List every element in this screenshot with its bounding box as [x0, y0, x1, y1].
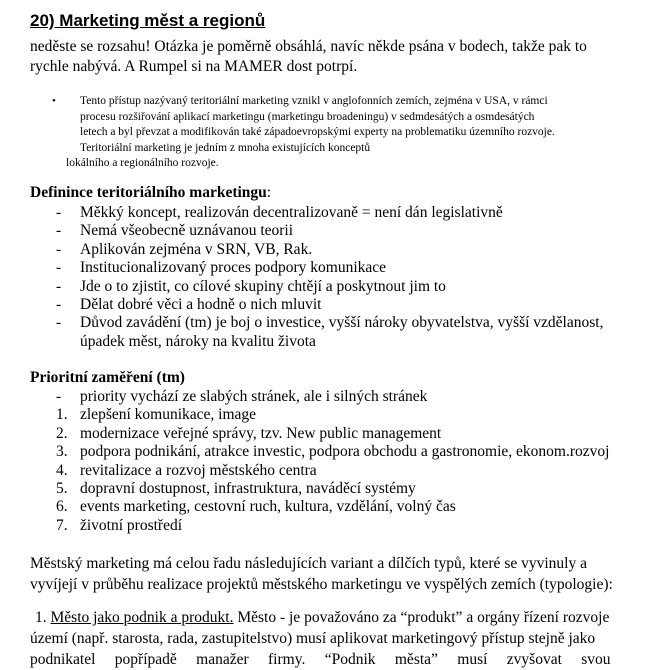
list-marker: 6. — [56, 498, 68, 516]
bullet-note — [52, 94, 642, 172]
list-item-text: životní prostředí — [80, 516, 183, 534]
list-item-text: dopravní dostupnost, infrastruktura, naváděcí systémy — [80, 479, 416, 497]
bullet-line: Teritoriální marketing je jedním z mnoha existujících konceptů — [80, 141, 371, 154]
list-marker: 1. — [56, 406, 68, 424]
intro-paragraph — [30, 37, 640, 77]
list-marker: 7. — [56, 516, 68, 534]
list-item-text: revitalizace a rozvoj městského centra — [80, 461, 317, 479]
list-item-text: podpora podnikání, atrakce investic, podpora obchodu a gastronomie, ekonom.rozvoj — [80, 443, 610, 461]
section-heading: 20) Marketing měst a regionů — [30, 11, 266, 30]
numbered-paragraph — [30, 607, 640, 670]
list-marker: 5. — [56, 479, 68, 497]
paragraph-line: území (např. starosta, rada, zastupitelstvo) musí aplikovat marketingový přístup stejně jako — [30, 630, 596, 647]
list-item-text: Jde o to zjistit, co cílové skupiny chtějí a poskytnout jim to — [80, 277, 446, 295]
list-item-text: events marketing, cestovní ruch, kultura, vzdělání, volný čas — [80, 498, 456, 516]
paragraph-line — [30, 607, 640, 628]
list-marker: - — [56, 314, 62, 332]
bullet-line: Tento přístup nazývaný teritoriální marketing vznikl v anglofonních zemích, zejména v USA, v rámci — [80, 95, 548, 107]
list-marker: 2. — [56, 424, 68, 442]
list-marker: - — [56, 222, 62, 240]
list-item-text: úpadek měst, nároky na kvalitu života — [80, 332, 316, 350]
paragraph-line: vyvíjejí v průběhu realizace projektů městského marketingu ve vyspělých zemích (typologie): — [30, 576, 613, 593]
intro-line: neděste se rozsahu! Otázka je poměrně obsáhlá, navíc někde psána v bodech, takže pak to — [30, 38, 587, 55]
list-item-text: Dělat dobré věci a hodně o nich mluvit — [80, 295, 322, 313]
bullet-line: letech a byl převzat a modifikován také západoevropskými experty na problematiku územního rozvoje. — [80, 126, 555, 138]
bullet-line: procesu rozšiřování aplikací marketingu (marketingu broadeningu) v sedmdesátých a osmdesátých — [80, 110, 535, 123]
bullet-icon: • — [52, 95, 56, 107]
list-item-text: Měkký koncept, realizován decentralizovaně = není dán legislativně — [80, 204, 503, 221]
list-item-text: Institucionalizovaný proces podpory komunikace — [80, 259, 387, 277]
paragraph-line: Městský marketing má celou řadu následujících variant a dílčích typů, které se vyvinuly a — [30, 555, 587, 572]
list-marker: - — [56, 295, 62, 313]
definition-title-suffix: : — [266, 184, 272, 201]
list-item-text: modernizace veřejné správy, tzv. New public management — [80, 424, 442, 442]
list-marker: - — [56, 259, 62, 277]
definition-title-text: Definince teritoriálního marketingu — [30, 184, 267, 201]
list-item-text: zlepšení komunikace, image — [80, 406, 257, 424]
paragraph-line: podnikatel popřípadě manažer firmy. “Podnik města” musí zvyšovat svou — [30, 651, 611, 668]
list-marker: - — [56, 388, 62, 405]
list-marker: - — [56, 277, 62, 295]
paragraph-number: 1. — [35, 609, 47, 626]
typology-paragraph — [30, 553, 640, 595]
bullet-line: lokálního a regionálního rozvoje. — [66, 157, 219, 169]
priority-title: Prioritní zaměření (tm) — [30, 369, 185, 386]
paragraph-text: Město - je považováno za “produkt” a orgány řízení rozvoje — [233, 609, 610, 626]
list-marker: - — [56, 204, 62, 221]
list-marker: - — [56, 240, 62, 258]
list-item-text: priority vychází ze slabých stránek, ale i silných stránek — [80, 388, 428, 405]
list-item-text: Nemá všeobecně uznávanou teorii — [80, 222, 294, 240]
paragraph-title: Město jako podnik a produkt. — [50, 609, 234, 626]
list-item-text: Důvod zavádění (tm) je boj o investice, vyšší nároky obyvatelstva, vyšší vzdělanost, — [80, 314, 604, 332]
definition-title — [30, 184, 271, 202]
list-marker: 3. — [56, 443, 68, 461]
list-marker: 4. — [56, 461, 68, 479]
list-item-text: Aplikován zejména v SRN, VB, Rak. — [80, 240, 313, 258]
intro-line: rychle nabývá. A Rumpel si na MAMER dost potrpí. — [30, 58, 358, 75]
